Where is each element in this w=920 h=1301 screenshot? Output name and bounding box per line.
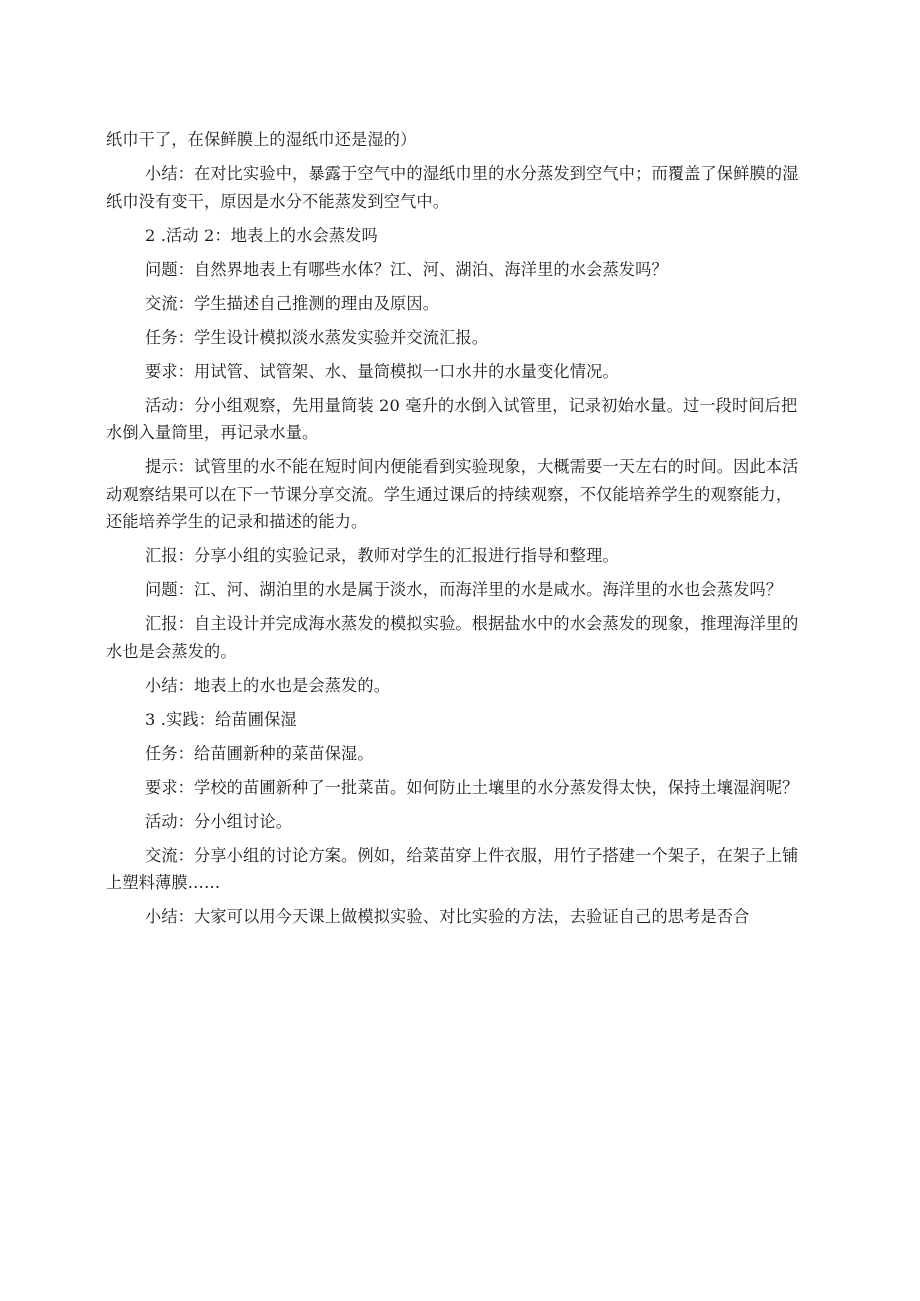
paragraph-line: 汇报：分享小组的实验记录，教师对学生的汇报进行指导和整理。 (145, 546, 619, 565)
paragraph-line: 小结：地表上的水也是会蒸发的。 (145, 675, 391, 695)
paragraph-line: 纸巾没有变干，原因是水分不能蒸发到空气中。 (106, 191, 450, 211)
paragraph-line: 交流：学生描述自己推测的理由及原因。 (145, 293, 440, 313)
paragraph-line: 提示：试管里的水不能在短时间内便能看到实验现象，大概需要一天左右的时间。因此本活 (145, 457, 799, 476)
paragraph-line: 水也是会蒸发的。 (106, 641, 237, 661)
paragraph-line: 活动：分小组讨论。 (145, 811, 293, 831)
paragraph-line: 纸巾干了，在保鲜膜上的湿纸巾还是湿的） (106, 130, 417, 149)
paragraph-line: 动观察结果可以在下一节课分享交流。学生通过课后的持续观察，不仅能培养学生的观察能力， (106, 484, 793, 504)
paragraph-line: 还能培养学生的记录和描述的能力。 (106, 512, 368, 531)
paragraph-line: 活动：分小组观察，先用量筒装 20 毫升的水倒入试管里，记录初始水量。过一段时间后把 (145, 395, 798, 415)
paragraph-line: 要求：用试管、试管架、水、量筒模拟一口水井的水量变化情况。 (145, 361, 619, 381)
section-heading: 3 .实践：给苗圃保湿 (145, 709, 297, 729)
paragraph-line: 小结：在对比实验中，暴露于空气中的湿纸巾里的水分蒸发到空气中；而覆盖了保鲜膜的湿 (145, 164, 799, 183)
paragraph-line: 要求：学校的苗圃新种了一批菜苗。如何防止土壤里的水分蒸发得太快，保持土壤湿润呢？ (145, 777, 799, 797)
paragraph-line: 汇报：自主设计并完成海水蒸发的模拟实验。根据盐水中的水会蒸发的现象，推理海洋里的 (145, 614, 799, 633)
section-heading: 2 .活动 2：地表上的水会蒸发吗 (145, 225, 378, 245)
paragraph-line: 交流：分享小组的讨论方案。例如，给菜苗穿上件衣服，用竹子搭建一个架子，在架子上铺 (145, 845, 799, 865)
paragraph-line: 小结：大家可以用今天课上做模拟实验、对比实验的方法，去验证自己的思考是否合 (145, 907, 750, 926)
paragraph-line: 任务：学生设计模拟淡水蒸发实验并交流汇报。 (145, 327, 489, 347)
paragraph-line: 问题：江、河、湖泊里的水是属于淡水，而海洋里的水是咸水。海洋里的水也会蒸发吗？ (145, 580, 783, 599)
paragraph-line: 任务：给苗圃新种的菜苗保湿。 (145, 743, 374, 763)
document-page (106, 126, 818, 931)
paragraph-line: 水倒入量筒里，再记录水量。 (106, 423, 319, 442)
paragraph-line: 问题：自然界地表上有哪些水体？江、河、湖泊、海洋里的水会蒸发吗？ (145, 259, 668, 279)
paragraph-line: 上塑料薄膜…… (106, 873, 221, 892)
